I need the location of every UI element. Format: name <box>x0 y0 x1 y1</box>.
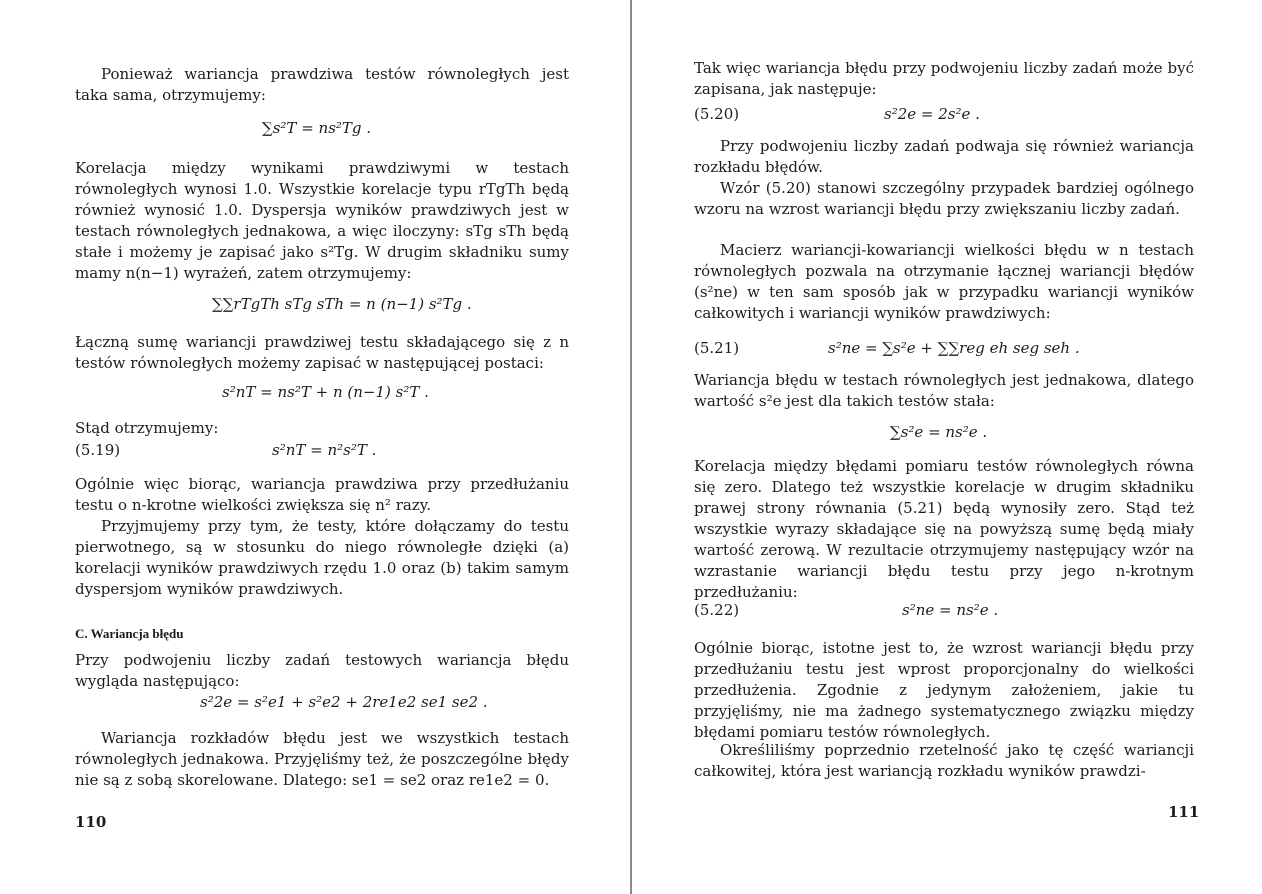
paragraph: Ogólnie więc biorąc, wariancja prawdziwa przy przedłużaniu testu o n-krotne wielkości zwiększa się n² razy. <box>75 475 569 514</box>
equation-number: (5.22) <box>694 601 740 619</box>
paragraph: Wariancja błędu w testach równoległych jest jednakowa, dlatego wartość s²e jest dla takich testów stała: <box>694 371 1194 410</box>
left-page <box>0 0 630 894</box>
right-page <box>632 0 1262 894</box>
equation: s²ne = ∑s²e + ∑∑reg eh seg seh . <box>828 339 1080 357</box>
equation: s²nT = ns²T + n (n−1) s²T . <box>222 383 429 401</box>
paragraph: Przy podwojeniu liczby zadań testowych wariancja błędu wygląda następująco: <box>75 651 569 690</box>
paragraph: Korelacja między wynikami prawdziwymi w testach równoległych wynosi 1.0. Wszystkie korelacje typu rTgTh będą również wynosić 1.0. Dyspersja wyników prawdziwych jest w testach równoległych jednakowa, a więc iloczyny: sTg sTh będą stałe i możemy je zapisać jako s²Tg. W drugim składniku sumy mamy n(n−1) wyrażeń, zatem otrzymujemy: <box>75 159 569 282</box>
equation: s²ne = ns²e . <box>902 601 999 619</box>
equation-number: (5.21) <box>694 339 740 357</box>
paragraph: Przy podwojeniu liczby zadań podwaja się również wariancja rozkładu błędów. <box>694 137 1194 176</box>
paragraph: Łączną sumę wariancji prawdziwej testu składającego się z n testów równoległych możemy zapisać w następującej postaci: <box>75 333 569 372</box>
section-heading: C. Wariancja błędu <box>75 626 184 641</box>
page-number: 111 <box>1168 803 1200 821</box>
equation-number: (5.19) <box>75 441 121 459</box>
equation: s²2e = s²e1 + s²e2 + 2re1e2 se1 se2 . <box>200 693 488 711</box>
page-number: 110 <box>75 813 107 831</box>
paragraph: Macierz wariancji-kowariancji wielkości błędu w n testach równoległych pozwala na otrzymanie łącznej wariancji błędów (s²ne) w ten sam sposób jak w przypadku wariancji wyników całkowitych i wariancji wyników prawdziwych: <box>694 241 1194 322</box>
paragraph: Wzór (5.20) stanowi szczególny przypadek bardziej ogólnego wzoru na wzrost wariancji błędu przy zwiększaniu liczby zadań. <box>694 179 1194 218</box>
equation: s²nT = n²s²T . <box>272 441 377 459</box>
equation: s²2e = 2s²e . <box>884 105 980 123</box>
paragraph: Wariancja rozkładów błędu jest we wszystkich testach równoległych jednakowa. Przyjęliśmy też, że poszczególne błędy nie są z sobą skorelowane. Dlatego: se1 = se2 oraz re1e2 = 0. <box>75 729 569 789</box>
paragraph: Przyjmujemy przy tym, że testy, które dołączamy do testu pierwotnego, są w stosunku do niego równoległe dzięki (a) korelacji wyników prawdziwych rzędu 1.0 oraz (b) takim samym dyspersjom wyników prawdziwych. <box>75 517 569 598</box>
paragraph: Ponieważ wariancja prawdziwa testów równoległych jest taka sama, otrzymujemy: <box>75 65 569 104</box>
paragraph: Tak więc wariancja błędu przy podwojeniu liczby zadań może być zapisana, jak następuje: <box>694 59 1194 98</box>
equation: ∑∑rTgTh sTg sTh = n (n−1) s²Tg . <box>212 295 472 313</box>
equation: ∑s²e = ns²e . <box>890 423 988 441</box>
equation-number: (5.20) <box>694 105 740 123</box>
equation: ∑s²T = ns²Tg . <box>262 119 372 137</box>
paragraph: Ogólnie biorąc, istotne jest to, że wzrost wariancji błędu przy przedłużaniu testu jest wprost proporcjonalny do wielkości przedłużenia. Zgodnie z jedynym założeniem, jakie tu przyjęliśmy, nie ma żadnego systematycznego związku między błędami pomiaru testów równoległych. <box>694 639 1194 741</box>
paragraph: Określiliśmy poprzednio rzetelność jako tę część wariancji całkowitej, która jest wariancją rozkładu wyników prawdzi- <box>694 741 1194 780</box>
paragraph: Stąd otrzymujemy: <box>75 419 219 437</box>
paragraph: Korelacja między błędami pomiaru testów równoległych równa się zero. Dlatego też wszystkie korelacje w drugim składniku prawej strony równania (5.21) będą wynosiły zero. Stąd też wszystkie wyrazy składające się na powyższą sumę będą miały wartość zerową. W rezultacie otrzymujemy następujący wzór na wzrastanie wariancji błędu testu przy jego n-krotnym przedłużaniu: <box>694 457 1194 601</box>
